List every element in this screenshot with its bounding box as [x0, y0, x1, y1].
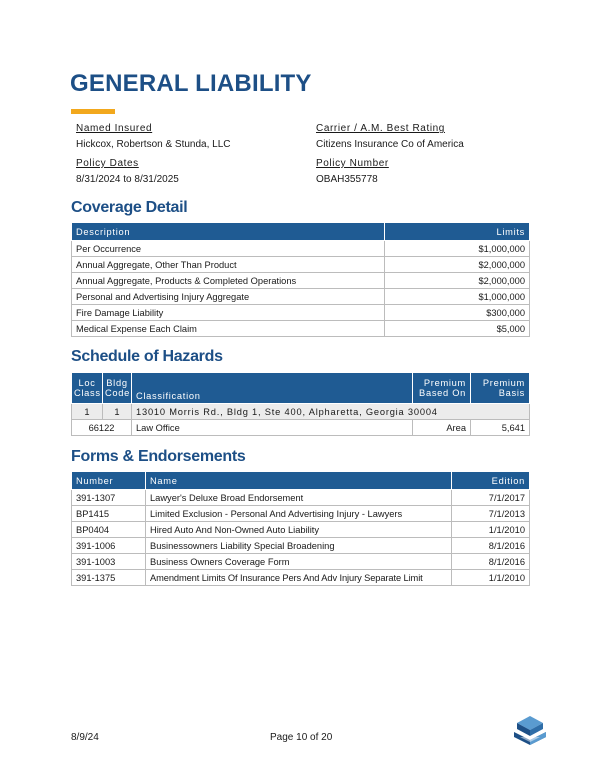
form-number: BP0404: [72, 522, 146, 538]
table-row: [72, 522, 530, 538]
col-name: Name: [146, 472, 452, 490]
form-number: 391-1375: [72, 570, 146, 586]
col-loc-label: Loc: [78, 378, 96, 388]
form-edition: 1/1/2010: [452, 522, 530, 538]
hazard-based-on: Area: [413, 420, 471, 436]
carrier-value: Citizens Insurance Co of America: [316, 139, 464, 150]
col-limits: Limits: [385, 223, 530, 241]
carrier-block: [316, 122, 464, 152]
hazards-table: [71, 372, 530, 436]
named-insured-value: Hickcox, Robertson & Stunda, LLC: [76, 139, 231, 150]
stacked-layers-logo-icon: [510, 715, 550, 754]
table-row: [72, 305, 530, 321]
forms-header-row: [72, 472, 530, 490]
policy-dates-label: Policy Dates: [76, 158, 139, 169]
form-number: 391-1307: [72, 490, 146, 506]
hazard-address: 13010 Morris Rd., Bldg 1, Ste 400, Alpharetta, Georgia 30004: [132, 404, 530, 420]
form-name: Hired Auto And Non-Owned Auto Liability: [146, 522, 452, 538]
form-edition: 8/1/2016: [452, 538, 530, 554]
hazards-header-row: [72, 373, 530, 404]
col-premium-label: Premium: [482, 378, 525, 388]
forms-table: [71, 471, 530, 586]
table-row: [72, 490, 530, 506]
coverage-limit: $2,000,000: [385, 257, 530, 273]
carrier-label: Carrier / A.M. Best Rating: [316, 123, 445, 134]
coverage-limit: $2,000,000: [385, 273, 530, 289]
table-row: [72, 321, 530, 337]
coverage-description: Medical Expense Each Claim: [72, 321, 385, 337]
named-insured-label: Named Insured: [76, 123, 153, 134]
form-name: Businessowners Liability Special Broadening: [146, 538, 452, 554]
coverage-limit: $1,000,000: [385, 241, 530, 257]
form-name: Lawyer's Deluxe Broad Endorsement: [146, 490, 452, 506]
table-row: [72, 289, 530, 305]
form-name: Limited Exclusion - Personal And Advertising Injury - Lawyers: [146, 506, 452, 522]
coverage-description: Personal and Advertising Injury Aggregate: [72, 289, 385, 305]
hazard-bldg: 1: [103, 404, 132, 420]
col-class-label: Class: [74, 388, 101, 398]
col-premium-basis: [471, 373, 530, 404]
form-name: Amendment Limits Of Insurance Pers And Adv Injury Separate Limit: [146, 570, 452, 586]
col-bldg-label: Bldg: [106, 378, 128, 388]
hazard-classification: Law Office: [132, 420, 413, 436]
col-premium-label: Premium: [423, 378, 466, 388]
col-classification: Classification: [132, 373, 413, 404]
table-row: [72, 570, 530, 586]
schedule-of-hazards-title: Schedule of Hazards: [71, 348, 223, 365]
hazard-class-code: 66122: [72, 420, 132, 436]
coverage-limit: $1,000,000: [385, 289, 530, 305]
coverage-table: [71, 222, 530, 337]
table-row: [72, 538, 530, 554]
policy-dates-value: 8/31/2024 to 8/31/2025: [76, 174, 179, 185]
col-bldg-code: [103, 373, 132, 404]
table-row: [72, 273, 530, 289]
col-description: Description: [72, 223, 385, 241]
policy-number-label: Policy Number: [316, 158, 389, 169]
policy-number-block: [316, 157, 389, 187]
table-row: [72, 241, 530, 257]
coverage-description: Annual Aggregate, Products & Completed Operations: [72, 273, 385, 289]
title-accent-bar: [71, 109, 115, 114]
col-based-on-label: Based On: [419, 388, 466, 398]
col-code-label: Code: [105, 388, 131, 398]
col-edition: Edition: [452, 472, 530, 490]
form-number: 391-1006: [72, 538, 146, 554]
page-title: GENERAL LIABILITY: [70, 70, 312, 97]
coverage-limit: $5,000: [385, 321, 530, 337]
hazard-loc: 1: [72, 404, 103, 420]
form-number: BP1415: [72, 506, 146, 522]
hazard-location-row: [72, 404, 530, 420]
form-edition: 7/1/2013: [452, 506, 530, 522]
coverage-detail-title: Coverage Detail: [71, 199, 188, 216]
col-loc-class: [72, 373, 103, 404]
coverage-header-row: [72, 223, 530, 241]
forms-endorsements-title: Forms & Endorsements: [71, 448, 246, 465]
table-row: [72, 420, 530, 436]
table-row: [72, 506, 530, 522]
col-number: Number: [72, 472, 146, 490]
named-insured-block: [76, 122, 231, 152]
form-number: 391-1003: [72, 554, 146, 570]
form-edition: 8/1/2016: [452, 554, 530, 570]
form-edition: 7/1/2017: [452, 490, 530, 506]
form-edition: 1/1/2010: [452, 570, 530, 586]
table-row: [72, 554, 530, 570]
coverage-limit: $300,000: [385, 305, 530, 321]
col-basis-label: Basis: [498, 388, 525, 398]
coverage-description: Fire Damage Liability: [72, 305, 385, 321]
policy-number-value: OBAH355778: [316, 174, 378, 185]
policy-dates-block: [76, 157, 179, 187]
table-row: [72, 257, 530, 273]
footer-date: 8/9/24: [71, 732, 99, 743]
col-premium-based-on: [413, 373, 471, 404]
page-number: Page 10 of 20: [270, 732, 333, 743]
form-name: Business Owners Coverage Form: [146, 554, 452, 570]
hazard-basis: 5,641: [471, 420, 530, 436]
coverage-description: Annual Aggregate, Other Than Product: [72, 257, 385, 273]
coverage-description: Per Occurrence: [72, 241, 385, 257]
